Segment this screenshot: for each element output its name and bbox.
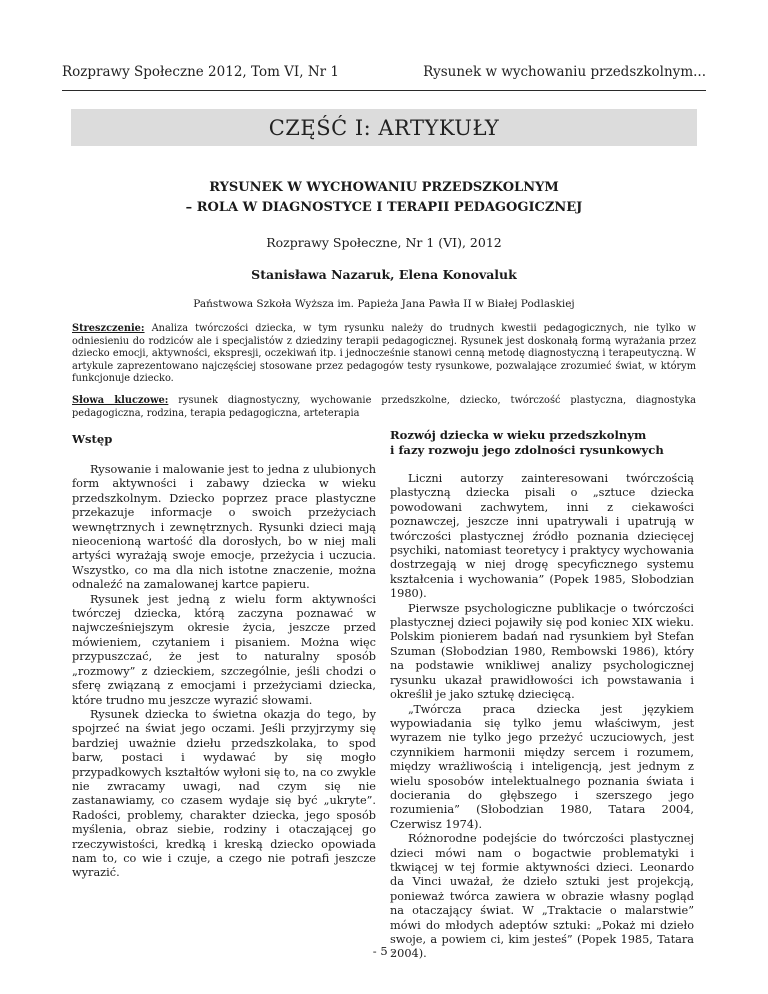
- running-header: [62, 60, 706, 91]
- page-number: - 5 -: [372, 944, 396, 958]
- left-column: [72, 428, 376, 881]
- section-heading-line-2: i fazy rozwoju jego zdolności rysunkowych: [390, 443, 664, 457]
- paragraph: Różnorodne podejście do twórczości plastycznej dzieci mówi nam o bogactwie problematyki i tkwiącej w tej formie aktywności dzieci. Leonardo da Vinci uważał, że dzieło sztuki jest projekcją, ponieważ twórca zawiera w obrazie własny pogląd na otaczający świat. W „Traktacie o malarstwie” mówi do młodych adeptów sztuki: „Pokaż mi dzieło swoje, a powiem ci, kim jesteś” (Popek 1985, Tatara 2004).: [390, 832, 694, 961]
- paragraph: Rysowanie i malowanie jest to jedna z ulubionych form aktywności i zabawy dziecka w wieku przedszkolnym. Dziecko poprzez prace plastyczne przekazuje informacje o swoich przeżyciach wewnętrznych i zewnętrznych. Rysunki dzieci mają nieocenioną wartość dla dorosłych, bo w niej mali artyści wyrażają swoje emocje, przeżycia i uczucia. Wszystko, co ma dla nich istotne znaczenie, można odnaleźć na zamalowanej kartce papieru.: [72, 463, 376, 592]
- paragraph: Pierwsze psychologiczne publikacje o twórczości plastycznej dzieci pojawiły się pod koniec XIX wieku. Polskim pionierem badań nad rysunkiem był Stefan Szuman (Słobodzian 1980, Rembowski 1986), który na podstawie wnikliwej analizy psychologicznej rysunku ukazał prawidłowości ich powstawania i określił je jako sztukę dziecięcą.: [390, 601, 694, 702]
- keywords-label: Słowa kluczowe:: [72, 395, 169, 406]
- header-journal-info: Rozprawy Społeczne 2012, Tom VI, Nr 1: [62, 64, 339, 80]
- abstract-label: Streszczenie:: [72, 323, 145, 334]
- affiliation: Państwowa Szkoła Wyższa im. Papieża Jana Pawła II w Białej Podlaskiej: [193, 298, 575, 310]
- section-heading-child-development: [390, 428, 694, 458]
- keywords: [72, 395, 696, 420]
- right-column: [390, 428, 694, 962]
- paragraph: Rysunek dziecka to świetna okazja do tego, by spojrzeć na świat jego oczami. Jeśli przyjrzymy się bardziej uważnie dziełu przedszkolaka, to spod barw, postaci i wydawać by się mogło przypadkowych kształtów wyłoni się to, na co zwykle nie zwracamy uwagi, nad czym się nie zastanawiamy, co czasem wydaje się być „ukryte”. Radości, problemy, charakter dziecka, jego sposób myślenia, obraz siebie, rodziny i otaczającej go rzeczywistości, kredką i kreską dziecko opowiada nam to, co wie i czuje, a czego nie potrafi jeszcze wyrazić.: [72, 707, 376, 880]
- part-title: CZĘŚĆ I: ARTYKUŁY: [268, 115, 500, 140]
- header-article-short-title: Rysunek w wychowaniu przedszkolnym...: [423, 64, 706, 80]
- paragraph: Liczni autorzy zainteresowani twórczością plastyczną dziecka pisali o „sztuce dziecka powodowani zachwytem, inni z ciekawości poznawczej, jeszcze inni upatrywali i upatrują w twórczości plastycznej źródło poznania dziecięcej psychiki, natomiast teoretycy i praktycy wychowania dostrzegają w niej drogę specyficznego systemu kształcenia i wychowania” (Popek 1985, Słobodzian 1980).: [390, 472, 694, 601]
- abstract: [72, 323, 696, 386]
- authors: Stanisława Nazaruk, Elena Konovaluk: [251, 267, 517, 282]
- paragraph: „Twórcza praca dziecka jest językiem wypowiadania się tylko jemu właściwym, jest wyrazem nie tylko jego przeżyć uczuciowych, jest czynnikiem harmonii między sercem i rozumem, między wrażliwością i inteligencją, jest jednym z wielu sposobów intelektualnego poznania świata i docierania do głębszego i szerszego jego rozumienia” (Słobodzian 1980, Tatara 2004, Czerwisz 1974).: [390, 702, 694, 831]
- section-heading-line-1: Rozwój dziecka w wieku przedszkolnym: [390, 428, 647, 442]
- article-title-line-2: – ROLA W DIAGNOSTYCE I TERAPII PEDAGOGICZNEJ: [185, 200, 583, 215]
- paragraph: Rysunek jest jedną z wielu form aktywności twórczej dziecka, którą zaczyna poznawać w najwcześniejszym okresie życia, jeszcze przed mówieniem, czytaniem i pisaniem. Można więc przypuszczać, że jest to naturalny sposób „rozmowy” z dzieckiem, szczególnie, jeśli chodzi o sferę związaną z emocjami i przeżyciami dziecka, które trudno mu jeszcze wyrazić słowami.: [72, 592, 376, 707]
- part-title-bar: [71, 109, 697, 146]
- keywords-text: rysunek diagnostyczny, wychowanie przedszkolne, dziecko, twórczość plastyczna, diagnostyka pedagogiczna, rodzina, terapia pedagogiczna, arteterapia: [72, 395, 696, 419]
- section-heading-introduction: Wstęp: [72, 432, 113, 446]
- journal-citation: Rozprawy Społeczne, Nr 1 (VI), 2012: [266, 235, 502, 250]
- article-title-line-1: RYSUNEK W WYCHOWANIU PRZEDSZKOLNYM: [209, 180, 559, 195]
- article-title: [70, 178, 698, 218]
- abstract-text: Analiza twórczości dziecka, w tym rysunku należy do trudnych kwestii pedagogicznych, nie tylko w odniesieniu do rodziców ale i specjalistów z dziedziny terapii pedagogicznej. Rysunek jest doskonałą formą wyrażania przez dziecko emocji, aktywności, ekspresji, oczekiwań itp. i jednocześnie stanowi cenną metodę diagnostyczną i terapeutyczną. W artykule zaprezentowano najczęściej stosowane przez pedagogów testy rysunkowe, pozwalające zrozumieć świat, w którym funkcjonuje dziecko.: [72, 323, 696, 385]
